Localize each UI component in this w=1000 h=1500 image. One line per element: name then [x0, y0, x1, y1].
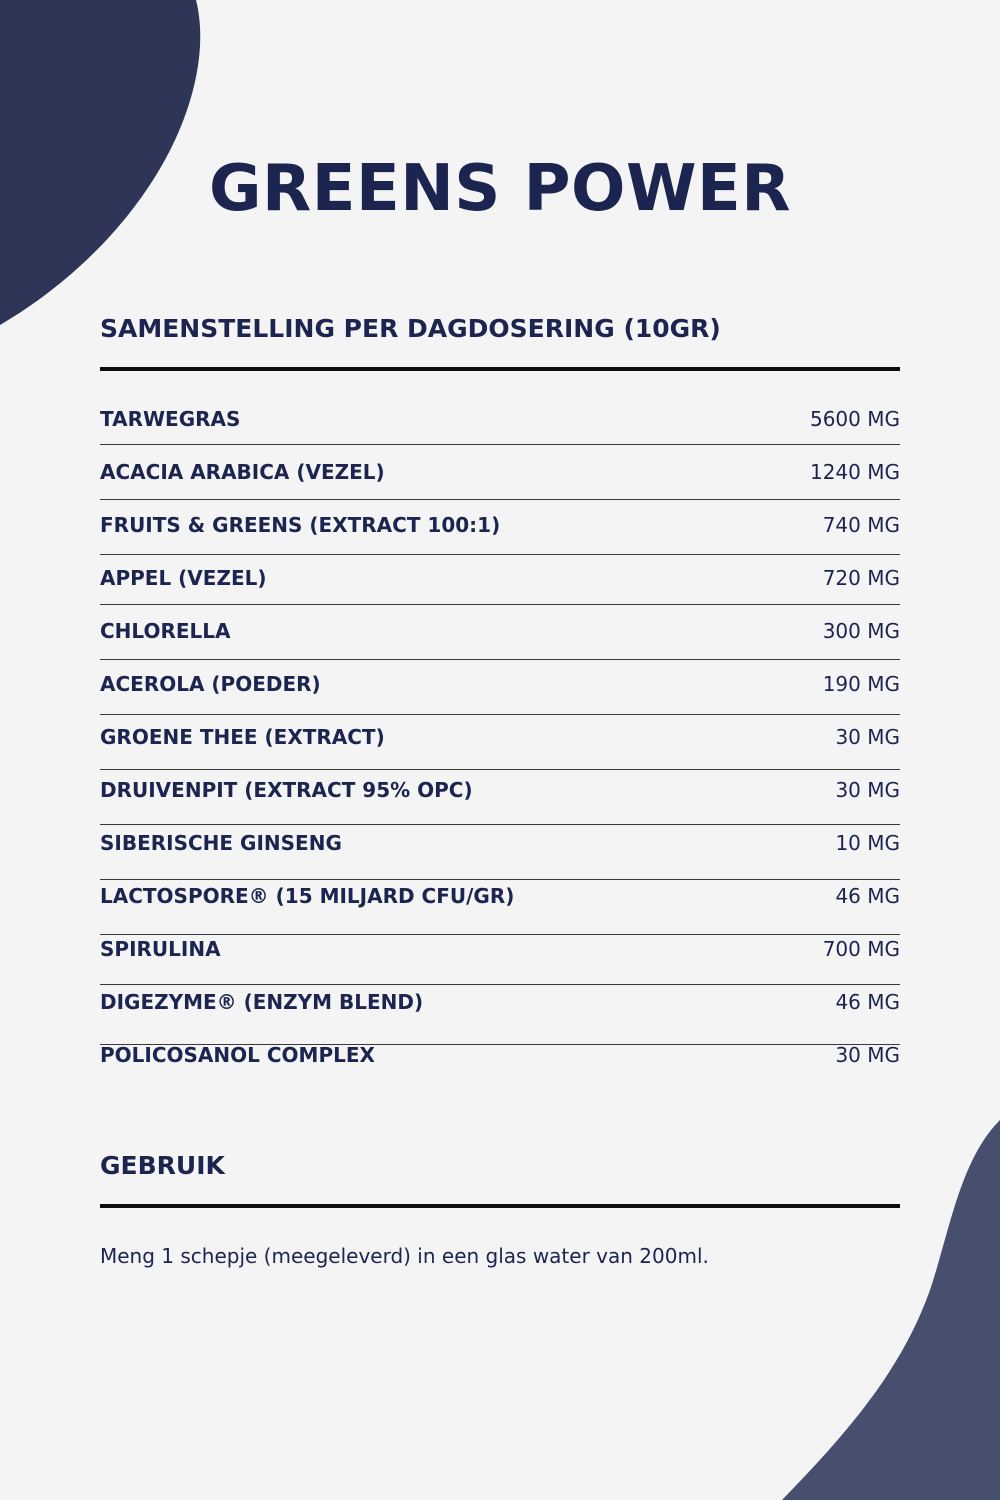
ingredient-amount: 46 MG — [835, 990, 900, 1014]
ingredient-amount: 720 MG — [822, 566, 900, 590]
ingredient-row — [100, 607, 900, 659]
row-divider — [100, 604, 900, 605]
ingredient-name: LACTOSPORE® (15 MILJARD CFU/GR) — [100, 884, 515, 908]
ingredient-name: POLICOSANOL COMPLEX — [100, 1043, 375, 1067]
ingredient-name: SIBERISCHE GINSENG — [100, 831, 342, 855]
decorative-blob-bottom-right — [760, 1120, 1000, 1500]
ingredient-row — [100, 501, 900, 553]
ingredient-amount: 46 MG — [835, 884, 900, 908]
usage-heading: GEBRUIK — [100, 1151, 225, 1180]
ingredient-row — [100, 766, 900, 818]
ingredient-amount: 30 MG — [835, 778, 900, 802]
usage-heading-rule — [100, 1204, 900, 1208]
ingredient-name: FRUITS & GREENS (EXTRACT 100:1) — [100, 513, 501, 537]
ingredient-amount: 700 MG — [822, 937, 900, 961]
row-divider — [100, 499, 900, 500]
composition-heading-rule — [100, 367, 900, 371]
ingredient-row — [100, 819, 900, 871]
ingredient-row — [100, 872, 900, 924]
ingredient-name: DRUIVENPIT (EXTRACT 95% OPC) — [100, 778, 473, 802]
row-divider — [100, 444, 900, 445]
ingredient-amount: 740 MG — [822, 513, 900, 537]
page-title: GREENS POWER — [208, 152, 792, 226]
ingredient-row — [100, 978, 900, 1030]
ingredient-row — [100, 448, 900, 500]
ingredient-amount: 190 MG — [822, 672, 900, 696]
ingredient-amount: 5600 MG — [809, 407, 900, 431]
ingredient-amount: 300 MG — [822, 619, 900, 643]
ingredient-row — [100, 1031, 900, 1083]
ingredient-name: SPIRULINA — [100, 937, 221, 961]
ingredient-amount: 30 MG — [835, 725, 900, 749]
ingredient-row — [100, 554, 900, 606]
ingredient-name: ACACIA ARABICA (VEZEL) — [100, 460, 385, 484]
ingredient-row — [100, 660, 900, 712]
ingredient-name: CHLORELLA — [100, 619, 231, 643]
ingredient-name: APPEL (VEZEL) — [100, 566, 267, 590]
usage-instructions: Meng 1 schepje (meegeleverd) in een glas water van 200ml. — [100, 1244, 709, 1268]
ingredient-name: DIGEZYME® (ENZYM BLEND) — [100, 990, 424, 1014]
ingredient-name: TARWEGRAS — [100, 407, 241, 431]
ingredient-row — [100, 713, 900, 765]
ingredient-amount: 10 MG — [835, 831, 900, 855]
composition-heading: SAMENSTELLING PER DAGDOSERING (10GR) — [100, 314, 721, 343]
ingredient-amount: 1240 MG — [809, 460, 900, 484]
ingredient-row — [100, 925, 900, 977]
ingredient-amount: 30 MG — [835, 1043, 900, 1067]
ingredient-row — [100, 395, 900, 447]
ingredient-name: GROENE THEE (EXTRACT) — [100, 725, 385, 749]
ingredient-name: ACEROLA (POEDER) — [100, 672, 321, 696]
